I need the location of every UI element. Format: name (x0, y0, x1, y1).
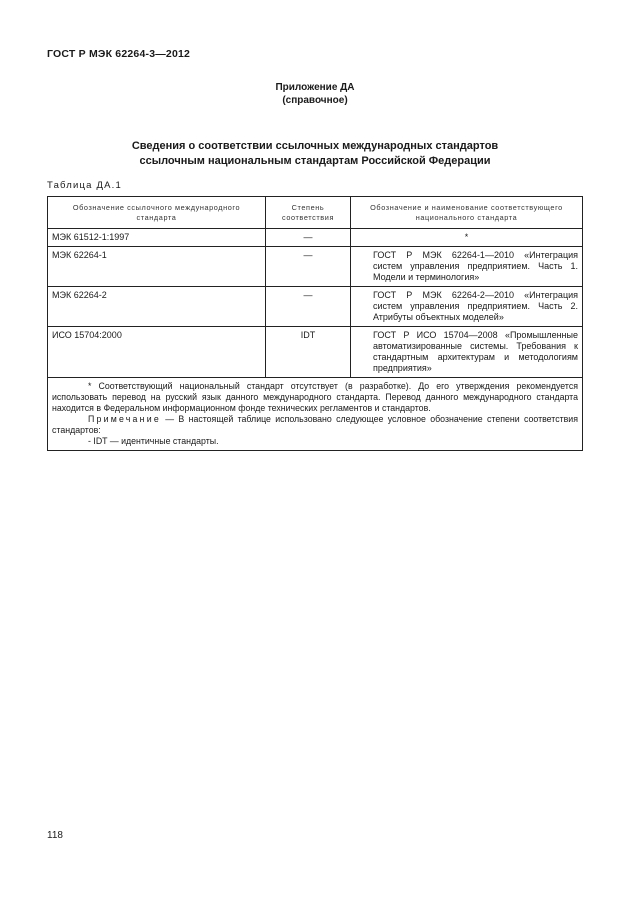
heading-line-2: ссылочным национальным стандартам Российской Федерации (139, 155, 491, 167)
table-caption: Таблица ДА.1 (47, 180, 122, 191)
cell-international: МЭК 62264-2 (48, 287, 266, 327)
table-header-row (48, 197, 583, 229)
column-header-national: Обозначение и наименование соответствующего национального стандарта (351, 197, 583, 229)
correspondence-table (47, 196, 583, 451)
cell-national: * (351, 229, 583, 247)
annex-subtitle: (справочное) (282, 95, 348, 106)
annex-title: Приложение ДА (275, 82, 355, 93)
cell-international: МЭК 61512-1:1997 (48, 229, 266, 247)
table-row (48, 287, 583, 327)
note-text: — В настоящей таблице использовано следующее условное обозначение степени соответствия стандартов: (52, 414, 578, 435)
table-row (48, 247, 583, 287)
cell-national (351, 247, 583, 287)
table-row (48, 327, 583, 378)
note (52, 414, 578, 436)
table-row (48, 229, 583, 247)
table-notes-row (48, 378, 583, 451)
national-text: ГОСТ Р МЭК 62264-2—2010 «Интеграция систем управления предприятием. Часть 2. Атрибуты объектных моделей» (373, 290, 578, 322)
cell-degree: — (266, 229, 351, 247)
note-label: Примечание (88, 414, 161, 424)
cell-international: МЭК 62264-1 (48, 247, 266, 287)
cell-degree: IDT (266, 327, 351, 378)
document-code: ГОСТ Р МЭК 62264-3—2012 (47, 48, 191, 60)
national-text: ГОСТ Р ИСО 15704—2008 «Промышленные автоматизированные системы. Требования к стандартным архитектурам и методологиям предприятия» (373, 330, 578, 373)
column-header-international: Обозначение ссылочного международного стандарта (48, 197, 266, 229)
page-number: 118 (47, 830, 63, 841)
heading-line-1: Сведения о соответствии ссылочных международных стандартов (131, 140, 499, 152)
column-header-degree: Степень соответствия (266, 197, 351, 229)
section-heading (0, 139, 630, 169)
cell-national (351, 327, 583, 378)
footnote: * Соответствующий национальный стандарт отсутствует (в разработке). До его утверждения рекомендуется использовать перевод на русский язык данного международного стандарта. Перевод данного международного стандарта находится в Федеральном информационном фонде технических регламентов и стандартов. (52, 381, 578, 413)
table-notes-cell (48, 378, 583, 451)
note-item: - IDT — идентичные стандарты. (88, 436, 219, 446)
cell-national (351, 287, 583, 327)
cell-degree: — (266, 287, 351, 327)
cell-degree: — (266, 247, 351, 287)
national-text: ГОСТ Р МЭК 62264-1—2010 «Интеграция систем управления предприятием. Часть 1. Модели и терминология» (373, 250, 578, 282)
cell-international: ИСО 15704:2000 (48, 327, 266, 378)
